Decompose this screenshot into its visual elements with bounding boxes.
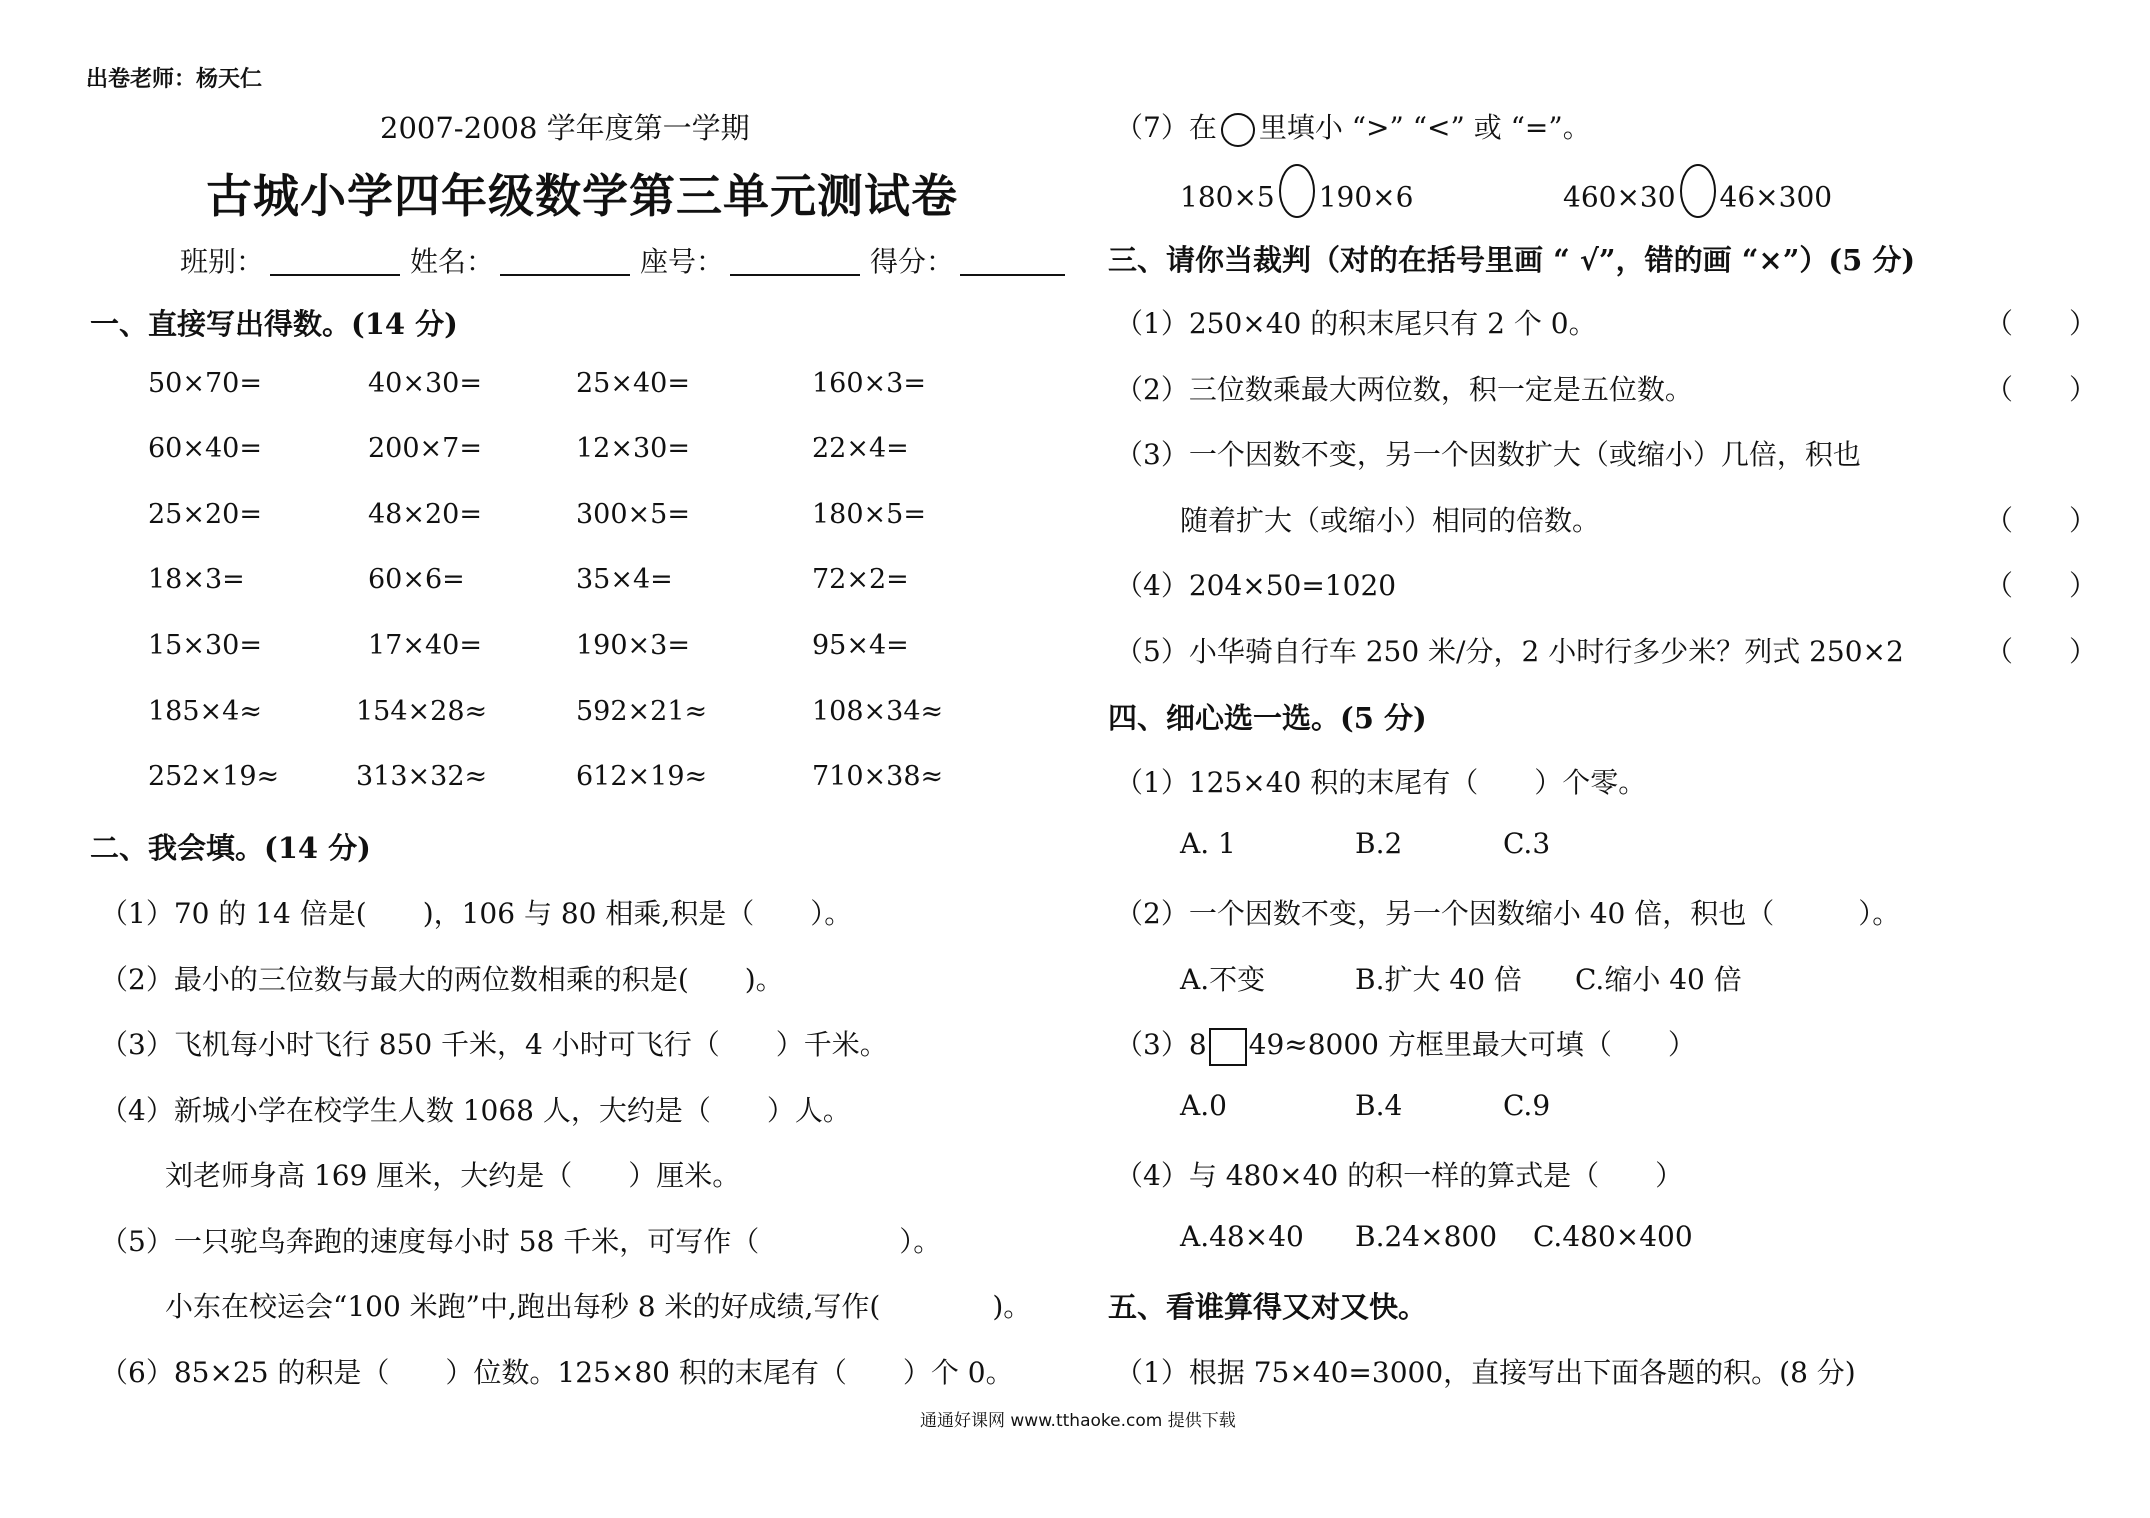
calc-item: 40×30= — [368, 368, 482, 399]
sec2-item-1: （1）70 的 14 倍是( )，106 与 80 相乘,积是（ ）。 — [100, 897, 853, 930]
teacher-label: 出卷老师：杨天仁 — [86, 67, 263, 92]
sec4-q4-opt-a: A.48×40 — [1180, 1220, 1304, 1253]
answer-oval-icon — [1279, 164, 1315, 218]
sec2-item-2: （2）最小的三位数与最大的两位数相乘的积是( )。 — [100, 963, 784, 996]
footer-credit: 通通好课网 www.tthaoke.com 提供下载 — [920, 1411, 1236, 1431]
circle-icon — [1221, 113, 1255, 147]
section1-title: 一、直接写出得数。(14 分) — [90, 307, 458, 341]
term-label: 2007-2008 学年度第一学期 — [380, 111, 750, 145]
sec4-q2-opt-c: C.缩小 40 倍 — [1575, 963, 1742, 996]
answer-oval-icon — [1680, 164, 1716, 218]
sec2-item-3: （3）飞机每小时飞行 850 千米，4 小时可飞行（ ）千米。 — [100, 1028, 888, 1061]
q7-compare-right — [1563, 172, 1832, 226]
q7-suffix: 里填小 “>” “<” 或 “=”。 — [1258, 111, 1591, 144]
calc-item: 50×70= — [148, 368, 262, 399]
sec3-item-4: （4）204×50=1020 — [1115, 569, 1397, 602]
calc-item: 17×40= — [368, 630, 482, 661]
calc-item: 710×38≈ — [812, 761, 944, 792]
q7-right-b: 46×300 — [1719, 180, 1833, 214]
calc-item: 60×6= — [368, 564, 465, 595]
calc-item: 200×7= — [368, 433, 482, 464]
sec4-q3-opt-c: C.9 — [1503, 1089, 1551, 1122]
q7-compare-left — [1180, 172, 1413, 226]
judge-paren-4: （ ） — [1985, 569, 2098, 602]
sec5-q1: （1）根据 75×40=3000，直接写出下面各题的积。(8 分) — [1115, 1356, 1856, 1389]
sec4-q4: （4）与 480×40 的积一样的算式是（ ） — [1115, 1159, 1684, 1192]
calc-item: 154×28≈ — [356, 696, 488, 727]
calc-item: 60×40= — [148, 433, 262, 464]
sec2-item-4b: 刘老师身高 169 厘米，大约是（ ）厘米。 — [165, 1159, 741, 1192]
judge-paren-2: （ ） — [1985, 373, 2098, 406]
sec4-q3-opt-b: B.4 — [1355, 1089, 1403, 1122]
judge-paren-5: （ ） — [1985, 635, 2098, 668]
sec3-item-3b: 随着扩大（或缩小）相同的倍数。 — [1180, 504, 1601, 537]
q7-left-b: 190×6 — [1318, 180, 1414, 214]
calc-item: 48×20= — [368, 499, 482, 530]
name-blank — [500, 246, 630, 276]
sec4-q4-opt-b: B.24×800 — [1355, 1220, 1498, 1253]
page-title: 古城小学四年级数学第三单元测试卷 — [206, 169, 958, 223]
calc-item: 108×34≈ — [812, 696, 944, 727]
judge-paren-1: （ ） — [1985, 307, 2098, 340]
q7-instruction — [1115, 106, 1591, 147]
sec4-q1-opt-b: B.2 — [1355, 827, 1403, 860]
calc-item: 252×19≈ — [148, 761, 280, 792]
sec4-q1: （1）125×40 积的末尾有（ ）个零。 — [1115, 766, 1647, 799]
calc-item: 35×4= — [576, 564, 673, 595]
sec4-q3-opt-a: A.0 — [1180, 1089, 1227, 1122]
calc-item: 25×40= — [576, 368, 690, 399]
calc-item: 22×4= — [812, 433, 909, 464]
calc-item: 95×4= — [812, 630, 909, 661]
section3-title: 三、请你当裁判（对的在括号里画 “ √”，错的画 “×”）(5 分) — [1108, 243, 1916, 277]
calc-item: 300×5= — [576, 499, 690, 530]
sec4-q1-opt-c: C.3 — [1503, 827, 1551, 860]
sec2-item-6: （6）85×25 的积是（ ）位数。125×80 积的末尾有（ ）个 0。 — [100, 1356, 1014, 1389]
class-blank — [270, 246, 400, 276]
sec4-q2-opt-b: B.扩大 40 倍 — [1355, 963, 1522, 996]
calc-item: 180×5= — [812, 499, 926, 530]
seat-blank — [730, 246, 860, 276]
sec2-item-5: （5）一只驼鸟奔跑的速度每小时 58 千米，可写作（ ）。 — [100, 1225, 942, 1258]
calc-item: 25×20= — [148, 499, 262, 530]
section5-title: 五、看谁算得又对又快。 — [1108, 1290, 1428, 1324]
class-label: 班别： — [180, 245, 265, 278]
calc-item: 190×3= — [576, 630, 690, 661]
sec3-item-3: （3）一个因数不变，另一个因数扩大（或缩小）几倍，积也 — [1115, 438, 1861, 471]
sec3-item-2: （2）三位数乘最大两位数，积一定是五位数。 — [1115, 373, 1693, 406]
sec2-item-4: （4）新城小学在校学生人数 1068 人，大约是（ ）人。 — [100, 1094, 851, 1127]
sec4-q1-opt-a: A. 1 — [1180, 827, 1236, 860]
sec4-q3-pre: （3）8 — [1115, 1028, 1207, 1061]
section4-title: 四、细心选一选。(5 分) — [1108, 701, 1427, 735]
judge-paren-3: （ ） — [1985, 504, 2098, 537]
q7-right-a: 460×30 — [1563, 180, 1676, 214]
sec4-q2-opt-a: A.不变 — [1180, 963, 1266, 996]
sec4-q3 — [1115, 1023, 1696, 1066]
seat-label: 座号： — [640, 245, 725, 278]
calc-item: 592×21≈ — [576, 696, 708, 727]
sec3-item-5: （5）小华骑自行车 250 米/分，2 小时行多少米？列式 250×2 — [1115, 635, 1904, 668]
student-info-row — [180, 240, 1075, 280]
calc-item: 160×3= — [812, 368, 926, 399]
sec4-q2: （2）一个因数不变，另一个因数缩小 40 倍，积也（ ）。 — [1115, 897, 1901, 930]
name-label: 姓名： — [410, 245, 495, 278]
calc-item: 185×4≈ — [148, 696, 262, 727]
score-blank — [960, 246, 1065, 276]
sec4-q3-post: 49≈8000 方框里最大可填（ ） — [1248, 1028, 1696, 1061]
calc-item: 18×3= — [148, 564, 245, 595]
sec3-item-1: （1）250×40 的积末尾只有 2 个 0。 — [1115, 307, 1597, 340]
calc-item: 612×19≈ — [576, 761, 708, 792]
section2-title: 二、我会填。(14 分) — [90, 831, 371, 865]
calc-item: 313×32≈ — [356, 761, 488, 792]
answer-square-icon — [1209, 1028, 1247, 1066]
q7-left-a: 180×5 — [1180, 180, 1275, 214]
q7-prefix: （7）在 — [1115, 111, 1217, 144]
score-label: 得分： — [870, 245, 955, 278]
calc-item: 15×30= — [148, 630, 262, 661]
sec2-item-5b: 小东在校运会“100 米跑”中,跑出每秒 8 米的好成绩,写作( )。 — [165, 1290, 1032, 1323]
calc-item: 12×30= — [576, 433, 690, 464]
calc-item: 72×2= — [812, 564, 909, 595]
sec4-q4-opt-c: C.480×400 — [1533, 1220, 1693, 1253]
